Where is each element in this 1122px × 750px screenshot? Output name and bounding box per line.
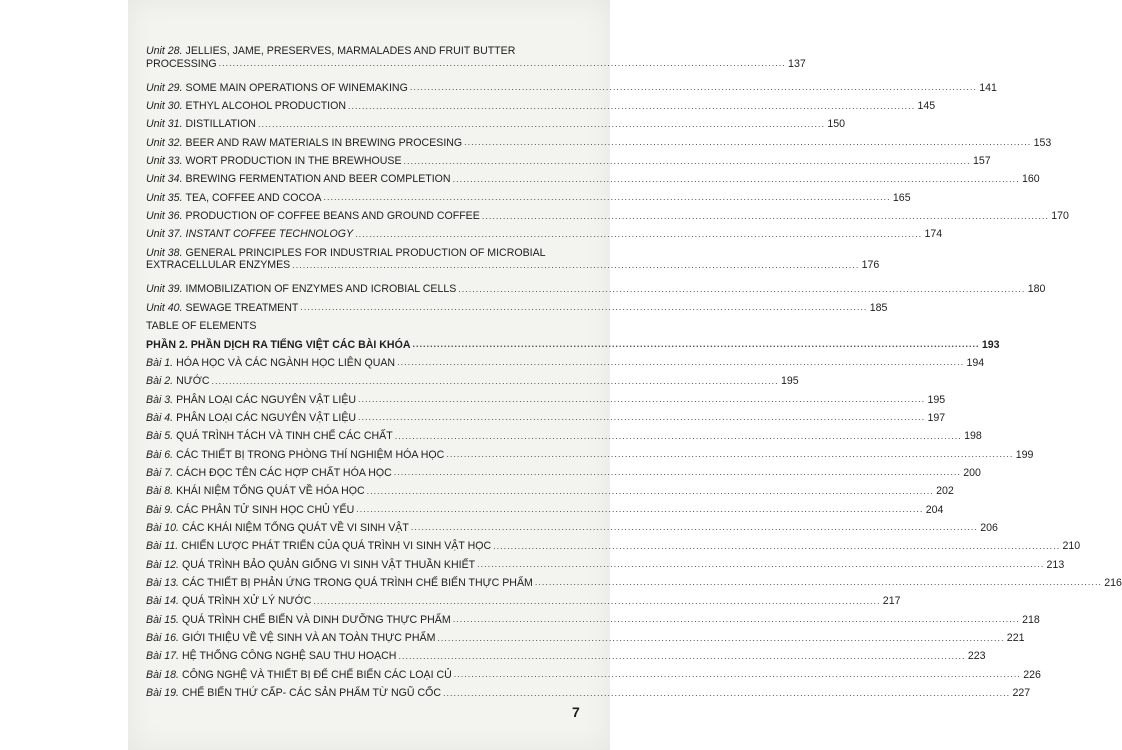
toc-entry-page: 195 [780, 375, 799, 388]
toc-entry-line [146, 503, 944, 517]
toc-entry-page: 221 [1006, 632, 1025, 644]
toc-entry [146, 629, 1025, 647]
dot-leader [212, 377, 779, 386]
toc-entry-line [146, 356, 985, 370]
toc-entry-title: JELLIES, JAME, PRESERVES, MARMALADES AND FRUIT BUTTER [185, 45, 516, 57]
toc-entry-page: 218 [1022, 613, 1040, 626]
toc-entry-page: 200 [963, 466, 981, 479]
toc-entry-line [146, 595, 901, 608]
toc-entry [146, 207, 1069, 225]
toc-entry-page: 213 [1046, 558, 1065, 571]
dot-leader [397, 358, 964, 367]
toc-entry [146, 280, 1046, 298]
toc-entry-title: CÁC THIẾT BỊ TRONG PHÒNG THÍ NGHIỆM HÓA HỌC [176, 448, 445, 461]
toc-entry-number: Bài 15. [146, 613, 179, 626]
toc-entry-title: INSTANT COFFEE TECHNOLOGY [185, 228, 354, 241]
toc-entry-line [146, 521, 998, 535]
toc-entry-line [146, 632, 1025, 645]
dot-leader [454, 670, 1021, 679]
toc-entry [146, 170, 1040, 188]
toc-entry-page: 141 [979, 81, 997, 94]
dot-leader [458, 285, 1025, 294]
toc-entry [146, 482, 954, 500]
toc-entry-number: Unit 39. [146, 283, 183, 296]
toc-entry-number: Bài 12. [146, 558, 179, 571]
toc-entry-line [146, 136, 1052, 150]
toc-entry-title-continued: EXTRACELLULAR ENZYMES [146, 259, 291, 272]
toc-entry-line [146, 301, 888, 315]
toc-section-heading [146, 336, 1000, 354]
toc-entry [146, 409, 946, 427]
toc-entry-title: BREWING FERMENTATION AND BEER COMPLETION [185, 173, 451, 186]
toc-entry-number: Bài 18. [146, 668, 179, 681]
toc-entry-title: SOME MAIN OPERATIONS OF WINEMAKING [185, 81, 408, 94]
toc-entry-page: 223 [967, 650, 986, 663]
toc-entry-title: SEWAGE TREATMENT [185, 301, 299, 314]
toc-entry-page: 137 [788, 57, 806, 70]
toc-entry [146, 537, 1081, 555]
toc-entry-page: 216 [1104, 576, 1122, 589]
toc-entry-number: Unit 28. [146, 45, 183, 57]
dot-leader [412, 340, 979, 349]
dot-leader [358, 413, 925, 422]
toc-entry-number: Bài 17. [146, 650, 179, 663]
toc-entry-page: 206 [980, 521, 998, 534]
toc-entry-page: 198 [964, 430, 982, 443]
toc-entry-title: GENERAL PRINCIPLES FOR INDUSTRIAL PRODUCTION OF MICROBIAL [185, 246, 546, 259]
dot-leader [404, 157, 971, 166]
toc-entry-number: Bài 5. [146, 430, 174, 443]
toc-entry-line [146, 283, 1046, 296]
toc-entry-number: Unit 29. [146, 81, 183, 94]
dot-leader [358, 395, 925, 404]
toc-entry-title: PHẦN 2. PHẦN DỊCH RA TIẾNG VIỆT CÁC BÀI KHÓA [146, 338, 411, 351]
dot-leader [395, 432, 962, 441]
dot-leader [482, 212, 1049, 221]
toc-entry-line [146, 247, 586, 260]
toc-entry-line [146, 650, 986, 663]
toc-entry-line [146, 100, 936, 113]
toc-entry-number: Unit 30. [146, 100, 183, 113]
toc-entry-title: CÔNG NGHỆ VÀ THIẾT BỊ ĐỂ CHẾ BIẾN CÁC LOẠI CỦ [181, 668, 452, 681]
toc-entry [146, 244, 880, 281]
toc-entry-line [146, 393, 946, 407]
toc-entry-title: PHÂN LOẠI CÁC NGUYÊN VẬT LIỆU [176, 393, 357, 406]
toc-entry-page: 153 [1033, 136, 1052, 149]
toc-entry-page: 157 [972, 155, 991, 168]
dot-leader [443, 689, 1010, 698]
toc-entry-line [146, 338, 1000, 352]
toc-entry-number: Bài 19. [146, 687, 179, 700]
toc-entry-page: 174 [924, 228, 943, 241]
toc-entry-title: CÁC KHÁI NIỆM TỔNG QUÁT VỀ VI SINH VẬT [181, 521, 409, 534]
toc-entry-line [146, 228, 943, 241]
dot-leader [348, 102, 915, 111]
toc-entry-page: 185 [869, 301, 888, 314]
toc-entry [146, 574, 1122, 592]
toc-entry-line [146, 375, 799, 388]
toc-entry-page: 195 [927, 393, 946, 406]
toc-entry-page: 145 [917, 100, 936, 113]
toc-entry [146, 115, 846, 133]
toc-entry-line [146, 576, 1122, 590]
toc-entry-line [146, 81, 997, 95]
toc-entry-line [146, 668, 1041, 682]
toc-entry [146, 519, 998, 537]
toc-entry-line [146, 155, 991, 168]
toc-entry [146, 666, 1041, 684]
toc-entry-number: Unit 32. [146, 136, 183, 149]
toc-entry-line [146, 173, 1040, 186]
toc-entry-title: ETHYL ALCOHOL PRODUCTION [185, 100, 347, 113]
toc-entry-line [146, 613, 1040, 627]
toc-entry [146, 647, 986, 665]
dot-leader [300, 303, 867, 312]
toc-entry-line [146, 558, 1065, 572]
page-number: 7 [572, 704, 580, 720]
toc-entry-title: BEER AND RAW MATERIALS IN BREWING PROCESING [185, 136, 463, 149]
dot-leader [367, 487, 934, 496]
toc-entry-page: 227 [1012, 687, 1031, 700]
toc-entry-title: TABLE OF ELEMENTS [146, 320, 257, 333]
dot-leader [258, 120, 825, 129]
toc-entry-number: Bài 11. [146, 540, 179, 553]
toc-entry-number: Bài 13. [146, 576, 179, 589]
dot-leader [446, 450, 1013, 459]
dot-leader [453, 615, 1020, 624]
toc-entry-title: DISTILLATION [185, 118, 256, 131]
toc-entry-number: Unit 37. [146, 228, 183, 241]
dot-leader [535, 578, 1102, 587]
toc-entry-number: Unit 36. [146, 210, 183, 223]
toc-entry-title: PHÂN LOẠI CÁC NGUYÊN VẬT LIỆU [176, 411, 357, 424]
toc-entry-page: 204 [925, 503, 944, 516]
toc-entry-number: Bài 7. [146, 466, 174, 479]
toc-entry [146, 152, 991, 170]
toc-entry-title: NƯỚC [176, 375, 210, 388]
toc-entry-page: 176 [861, 259, 880, 272]
toc-entry-title: QUÁ TRÌNH CHẾ BIẾN VÀ DINH DƯỠNG THỰC PHẨM [181, 613, 451, 626]
toc-entry-line [146, 259, 880, 272]
toc-entry-page: 202 [936, 485, 954, 498]
toc-entry-line [146, 118, 846, 131]
toc-entry-page: 160 [1021, 173, 1040, 186]
toc-entry-line [146, 57, 806, 71]
dot-leader [324, 193, 891, 202]
toc-entry-line [146, 430, 982, 443]
toc-entry-line [146, 411, 946, 425]
toc-entry-line [146, 485, 954, 498]
dot-leader [313, 597, 880, 606]
toc-entry [146, 592, 901, 610]
toc-entry-title: QUÁ TRÌNH BẢO QUẢN GIỐNG VI SINH VẬT THUẦN KHIẾT [181, 558, 476, 571]
dot-leader [477, 560, 1044, 569]
toc-entry [146, 354, 985, 372]
toc-entry-title: CHẾ BIẾN THỨ CẤP- CÁC SẢN PHẨM TỪ NGŨ CỐC [181, 687, 442, 700]
dot-leader [410, 83, 977, 92]
toc-entry-title: HỆ THỐNG CÔNG NGHỆ SAU THU HOẠCH [181, 650, 397, 663]
toc-entry [146, 501, 944, 519]
toc-entry-line [146, 687, 1031, 700]
toc-entry-line [146, 191, 911, 205]
toc-entry-number: Unit 40. [146, 301, 183, 314]
toc-entry [146, 391, 946, 409]
toc-entry-number: Bài 8. [146, 485, 174, 498]
toc-entry-page: 210 [1062, 540, 1081, 553]
toc-entry-page: 199 [1015, 448, 1034, 461]
dot-leader [398, 652, 965, 661]
toc-entry-number: Bài 10. [146, 521, 179, 534]
toc-entry-number: Bài 4. [146, 411, 174, 424]
toc-entry-title-continued: PROCESSING [146, 57, 217, 70]
toc-entry [146, 556, 1065, 574]
table-of-contents [146, 42, 1122, 702]
toc-entry-page: 226 [1023, 668, 1041, 681]
dot-leader [219, 59, 786, 68]
dot-leader [292, 261, 859, 270]
toc-entry [146, 427, 982, 445]
dot-leader [493, 542, 1060, 551]
toc-entry-title: HÓA HỌC VÀ CÁC NGÀNH HỌC LIÊN QUAN [176, 356, 396, 369]
toc-entry [146, 299, 888, 317]
toc-entry-title: KHÁI NIỆM TỔNG QUÁT VỀ HÓA HỌC [176, 485, 365, 498]
toc-entry-number: Unit 34. [146, 173, 183, 186]
toc-entry-line [146, 466, 981, 480]
toc-entry-page: 217 [882, 595, 901, 608]
toc-entry-page: 197 [927, 411, 946, 424]
toc-entry-title: PRODUCTION OF COFFEE BEANS AND GROUND COFFEE [185, 210, 480, 223]
toc-entry-title: CHIẾN LƯỢC PHÁT TRIỂN CỦA QUÁ TRÌNH VI SINH VẬT HỌC [181, 540, 492, 553]
toc-entry-number: Bài 1. [146, 356, 174, 369]
toc-entry-line [146, 540, 1081, 553]
toc-entry [146, 189, 911, 207]
dot-leader [411, 523, 978, 532]
toc-entry-number: Bài 2. [146, 375, 174, 388]
toc-entry-number: Unit 35. [146, 191, 183, 204]
toc-entry [146, 79, 997, 97]
toc-entry-title: CÁCH ĐỌC TÊN CÁC HỢP CHẤT HÓA HỌC [176, 466, 392, 479]
toc-entry-page: 150 [827, 118, 846, 131]
toc-entry-title: IMMOBILIZATION OF ENZYMES AND ICROBIAL CELLS [185, 283, 457, 296]
toc-entry-title: CÁC PHÂN TỬ SINH HỌC CHỦ YẾU [176, 503, 355, 516]
toc-entry-number: Bài 3. [146, 393, 174, 406]
dot-leader [437, 634, 1004, 643]
toc-entry [146, 42, 806, 79]
toc-entry [146, 225, 943, 243]
toc-entry [146, 611, 1040, 629]
dot-leader [394, 468, 961, 477]
toc-entry [146, 464, 981, 482]
toc-entry-page: 194 [966, 356, 985, 369]
toc-entry-title: WORT PRODUCTION IN THE BREWHOUSE [185, 155, 402, 168]
toc-entry-line [146, 45, 586, 58]
dot-leader [464, 138, 1031, 147]
toc-entry-number: Bài 6. [146, 448, 174, 461]
toc-entry-page: 180 [1027, 283, 1046, 296]
toc-entry-number: Unit 38. [146, 246, 183, 259]
toc-entry [146, 372, 799, 390]
toc-entry [146, 684, 1031, 702]
toc-entry-number: Bài 9. [146, 503, 174, 516]
toc-entry [146, 97, 936, 115]
toc-entry-title: QUÁ TRÌNH XỬ LÝ NƯỚC [181, 595, 312, 608]
toc-entry [146, 134, 1052, 152]
toc-entry [146, 317, 586, 335]
toc-entry-line [146, 320, 586, 333]
toc-entry-line [146, 210, 1069, 223]
toc-entry-number: Unit 33. [146, 155, 183, 168]
dot-leader [356, 505, 923, 514]
toc-entry-page: 165 [892, 191, 911, 204]
dot-leader [453, 175, 1020, 184]
toc-entry [146, 446, 1034, 464]
toc-entry-page: 193 [981, 338, 1000, 351]
toc-entry-title: TEA, COFFEE AND COCOA [185, 191, 322, 204]
toc-entry-title: QUÁ TRÌNH TÁCH VÀ TINH CHẾ CÁC CHẤT [176, 430, 393, 443]
toc-entry-title: CÁC THIẾT BỊ PHẢN ỨNG TRONG QUÁ TRÌNH CHẾ BIẾN THỰC PHẨM [181, 576, 533, 589]
toc-entry-page: 170 [1051, 210, 1069, 223]
toc-entry-number: Bài 16. [146, 632, 179, 644]
toc-entry-number: Bài 14. [146, 595, 179, 608]
dot-leader [355, 230, 922, 239]
toc-entry-title: GIỚI THIỆU VỀ VỆ SINH VÀ AN TOÀN THỰC PHẨM [181, 632, 436, 644]
toc-entry-number: Unit 31. [146, 118, 183, 131]
toc-entry-line [146, 448, 1034, 462]
